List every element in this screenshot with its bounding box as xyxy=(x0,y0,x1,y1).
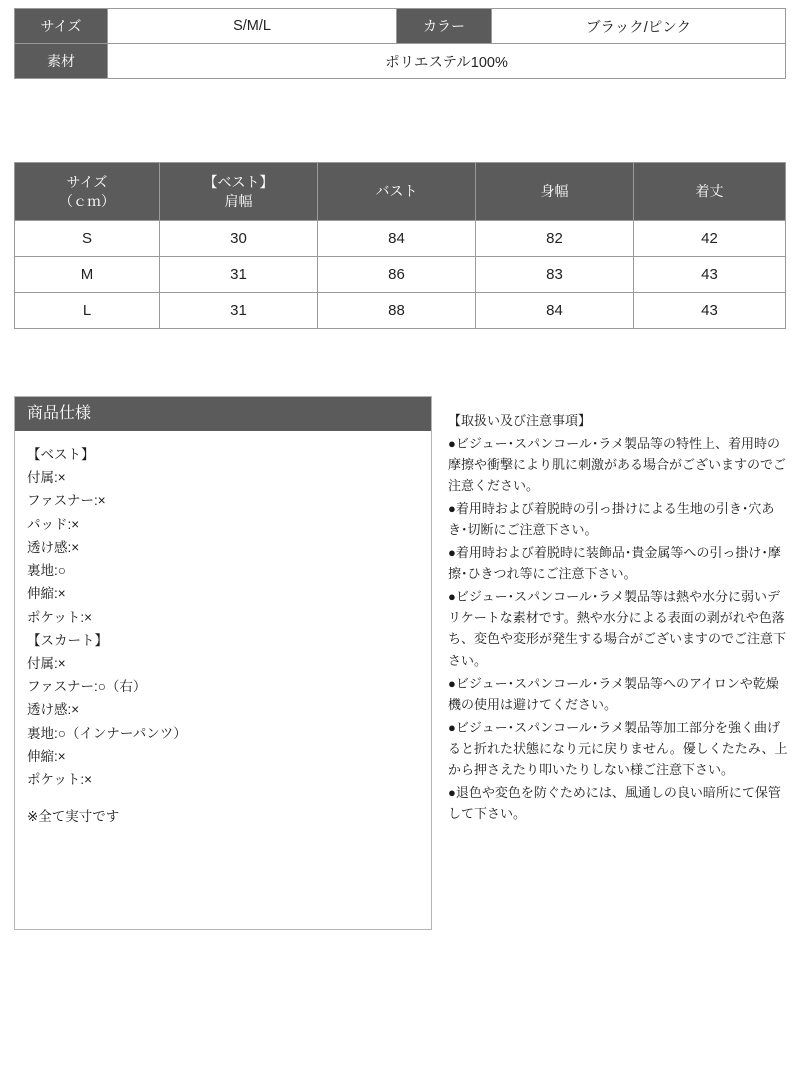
size-col-header-width-line1: 身幅 xyxy=(540,183,569,200)
list-item: 透け感:× xyxy=(27,539,80,555)
size-cell: 31 xyxy=(160,257,318,293)
product-spec-group1-title: 【ベスト】 xyxy=(27,447,95,462)
list-item: 裏地:○ xyxy=(27,563,66,579)
product-spec-panel xyxy=(14,396,432,930)
size-col-header-shoulder-line2: 肩幅 xyxy=(224,192,253,209)
list-item: 伸縮:× xyxy=(27,586,66,602)
handling-notes-panel xyxy=(448,410,788,826)
size-table xyxy=(14,162,786,329)
handling-note-item: ●着用時および着脱時の引っ掛けによる生地の引き･穴あき･切断にご注意下さい。 xyxy=(448,501,775,538)
handling-note-item: ●ビジュー･スパンコール･ラメ製品等は熱や水分に弱いデリケートな素材です。熱や水分による表面の剥がれや色落ち、変色や変形が発生する場合がございますのでご注意下さい。 xyxy=(448,589,787,668)
handling-notes-title: 【取扱い及び注意事項】 xyxy=(448,413,592,428)
handling-note-item: ●ビジュー･スパンコール･ラメ製品等へのアイロンや乾燥機の使用は避けてください。 xyxy=(448,675,779,712)
table-row xyxy=(15,293,786,329)
spec-value-size: S/M/L xyxy=(108,9,397,44)
size-cell: 86 xyxy=(318,257,476,293)
size-cell: 30 xyxy=(160,221,318,257)
table-row xyxy=(15,9,786,44)
product-spec-body xyxy=(15,431,431,829)
handling-note-item: ●ビジュー･スパンコール･ラメ製品等の特性上、着用時の摩擦や衝撃により肌に刺激がある場合がございますのでご注意ください。 xyxy=(448,436,787,494)
size-cell: S xyxy=(15,221,160,257)
spec-table xyxy=(14,8,786,79)
size-cell: 84 xyxy=(318,221,476,257)
size-cell: 43 xyxy=(634,293,786,329)
spec-header-size: サイズ xyxy=(15,9,108,44)
list-item: パッド:× xyxy=(27,516,80,532)
handling-note-item: ●着用時および着脱時に装飾品･貴金属等への引っ掛け･摩擦･ひきつれ等にご注意下さい。 xyxy=(448,545,781,582)
size-cell: 42 xyxy=(634,221,786,257)
spec-value-color: ブラック/ピンク xyxy=(492,9,786,44)
size-cell: M xyxy=(15,257,160,293)
handling-note-item: ●ビジュー･スパンコール･ラメ製品等加工部分を強く曲げると折れた状態になり元に戻りません。優しくたたみ、上から押さえたり叩いたりしない様ご注意下さい。 xyxy=(448,719,788,777)
size-col-header-length-line1: 着丈 xyxy=(695,183,724,200)
table-row xyxy=(15,257,786,293)
size-col-header-shoulder-line1: 【ベスト】 xyxy=(203,173,274,190)
product-spec-title: 商品仕様 xyxy=(15,397,431,431)
list-item: ファスナー:× xyxy=(27,493,106,509)
handling-note-item: ●退色や変色を防ぐためには、風通しの良い暗所にて保管して下さい。 xyxy=(448,784,781,821)
size-cell: 31 xyxy=(160,293,318,329)
list-item: 付属:× xyxy=(27,470,66,486)
spec-value-material: ポリエステル100% xyxy=(108,44,786,79)
size-col-header-size xyxy=(15,163,160,221)
size-cell: 82 xyxy=(476,221,634,257)
size-cell: 88 xyxy=(318,293,476,329)
size-cell: 43 xyxy=(634,257,786,293)
spacer xyxy=(27,791,419,805)
size-cell: 84 xyxy=(476,293,634,329)
spec-header-color: カラー xyxy=(397,9,492,44)
list-item: ファスナー:○（右） xyxy=(27,679,147,695)
size-cell: 83 xyxy=(476,257,634,293)
size-col-header-size-line2: （ｃｍ） xyxy=(59,192,115,209)
list-item: 透け感:× xyxy=(27,702,80,718)
table-header-row xyxy=(15,163,786,221)
product-spec-note: ※全て実寸です xyxy=(27,809,120,825)
table-row xyxy=(15,221,786,257)
spec-header-material: 素材 xyxy=(15,44,108,79)
size-col-header-bust xyxy=(318,163,476,221)
size-cell: L xyxy=(15,293,160,329)
list-item: 裏地:○（インナーパンツ） xyxy=(27,725,187,741)
list-item: ポケット:× xyxy=(27,772,92,788)
table-row xyxy=(15,44,786,79)
size-col-header-length xyxy=(634,163,786,221)
product-spec-group2-title: 【スカート】 xyxy=(27,632,108,648)
list-item: 伸縮:× xyxy=(27,748,66,764)
size-col-header-bust-line1: バスト xyxy=(375,183,418,200)
size-col-header-shoulder xyxy=(160,163,318,221)
size-col-header-size-line1: サイズ xyxy=(66,173,108,190)
list-item: ポケット:× xyxy=(27,609,92,625)
list-item: 付属:× xyxy=(27,655,66,671)
size-col-header-width xyxy=(476,163,634,221)
